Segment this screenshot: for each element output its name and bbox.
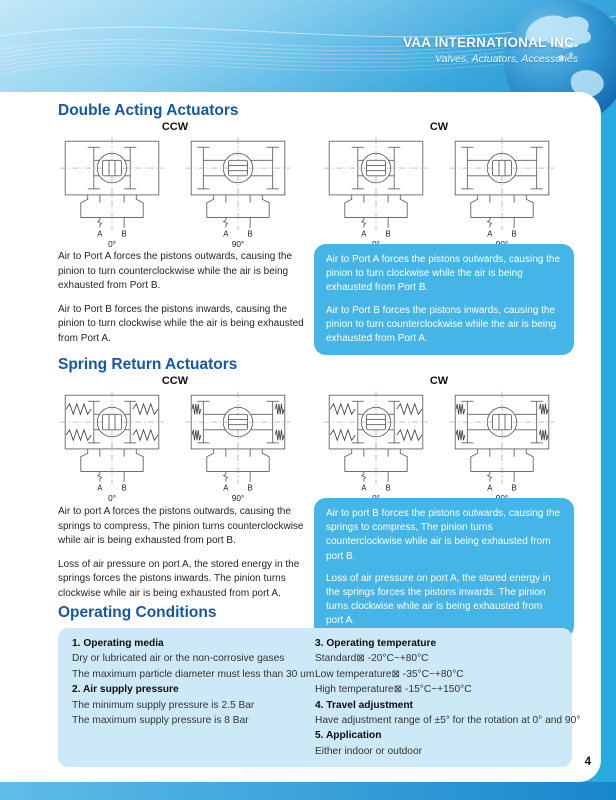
diagram-label: B [385, 229, 391, 239]
paragraph: Loss of air pressure on port A, the stored energy in the springs forces the pistons inwards. The pinion turns clockwise while air is being exhausted from port A. [58, 558, 300, 599]
condition-line: Dry or lubricated air or the non-corrosive gases [72, 653, 285, 665]
spring-actuator-diagram-cw-0 [324, 390, 428, 503]
ccw-label: CCW [161, 121, 189, 133]
operating-conditions-panel [58, 628, 581, 767]
condition-line: The maximum supply pressure is 8 Bar [72, 715, 249, 727]
section-title-double-acting: Double Acting Actuators [58, 102, 239, 119]
diagram-label: A [223, 229, 229, 239]
diagram-label: B [247, 229, 253, 239]
diagram-label: B [121, 229, 127, 239]
spring-return-cw-callout [314, 498, 574, 638]
conditions-right-column [315, 636, 580, 759]
page-number: 4 [584, 756, 591, 768]
spring-actuator-diagram-ccw-0 [60, 390, 164, 503]
actuator-drawing [60, 390, 164, 503]
condition-line: The maximum particle diameter must less than 30 um [72, 668, 315, 680]
diagram-label: A [487, 229, 493, 239]
brand-block [403, 35, 578, 65]
diagram-label: 0° [108, 239, 116, 249]
actuator-drawing [186, 136, 290, 249]
condition-line: High temperature⊠ -15°C~+150°C [315, 684, 472, 696]
spring-actuator-diagram-ccw-90 [186, 390, 290, 503]
diagram-label: B [511, 229, 517, 239]
condition-heading: 4. Travel adjustment [315, 699, 413, 711]
double-acting-ccw-description [58, 250, 312, 356]
cw-label: CW [429, 375, 449, 387]
condition-heading: 3. Operating temperature [315, 638, 437, 649]
company-tagline: Valves, Actuators, Accessories [435, 53, 578, 65]
paragraph: Air to Port A forces the pistons outwards, causing the pinion to turn counterclockwise while the air is being exhausted from Port B. [58, 251, 293, 292]
section-title-operating-conditions: Operating Conditions [58, 604, 217, 621]
actuator-diagram-ccw-0 [60, 136, 164, 249]
diagram-label: A [361, 483, 367, 493]
diagram-label: A [361, 229, 367, 239]
actuator-diagram-cw-0 [324, 136, 428, 249]
double-acting-cw-callout [314, 244, 574, 355]
actuator-drawing [186, 390, 290, 503]
diagram-label: 0° [108, 493, 116, 503]
actuator-drawing [450, 136, 554, 249]
condition-heading: 2. Air supply pressure [72, 684, 179, 696]
diagram-label: 90° [231, 493, 245, 503]
actuator-drawing [60, 136, 164, 249]
ccw-label: CCW [161, 375, 189, 387]
actuator-drawing [450, 390, 554, 503]
condition-line: The minimum supply pressure is 2.5 Bar [72, 699, 255, 711]
actuator-diagram-cw-90 [450, 136, 554, 249]
paragraph: Loss of air pressure on port A, the stored energy in the springs forces the pistons inwards. The pinion turns clockwise while air is being exhausted from port A. [326, 572, 551, 627]
diagram-label: B [511, 483, 517, 493]
company-name: VAA INTERNATIONAL INC. [403, 35, 578, 50]
cw-label: CW [429, 121, 449, 133]
paragraph: Air to Port A forces the pistons outwards, causing the pinion to turn clockwise while the air is being exhausted from Port B. [326, 254, 561, 294]
spring-return-ccw-description [58, 505, 312, 611]
diagram-label: A [97, 229, 103, 239]
condition-heading: 5. Application [315, 730, 382, 742]
diagram-label: A [223, 483, 229, 493]
condition-line: Have adjustment range of ±5° for the rotation at 0° and 90° [315, 715, 581, 727]
footer-bar [0, 782, 616, 800]
paragraph: Air to port B forces the pistons outwards, causing the springs to compress, The pinion turns counterclockwise while air is being exhausted from port B. [326, 508, 561, 562]
diagram-label: 90° [231, 239, 245, 249]
diagram-label: B [121, 483, 127, 493]
diagram-label: B [385, 483, 391, 493]
paragraph: Air to Port B forces the pistons inwards, causing the pinion to turn clockwise while the air is being exhausted from Port A. [58, 303, 304, 344]
spring-return-diagram-row [0, 375, 601, 505]
diagram-label: B [247, 483, 253, 493]
section-title-spring-return: Spring Return Actuators [58, 356, 238, 373]
content-card [0, 92, 601, 782]
condition-heading: 1. Operating media [72, 638, 164, 649]
condition-line: Low temperature⊠ -35°C~+80°C [315, 668, 464, 680]
spring-actuator-diagram-cw-90 [450, 390, 554, 503]
actuator-diagram-ccw-90 [186, 136, 290, 249]
condition-line: Either indoor or outdoor [315, 745, 423, 757]
paragraph: Air to port A forces the pistons outwards, causing the springs to compress, The pinion turns counterclockwise while air is being exhausted from port B. [58, 506, 304, 547]
actuator-drawing [324, 390, 428, 503]
double-acting-diagram-row [0, 121, 601, 251]
diagram-label: A [97, 483, 103, 493]
paragraph: Air to Port B forces the pistons inwards, causing the pinion to turn counterclockwise while the air is being exhausted from Port A. [326, 304, 557, 344]
condition-line: Standard⊠ -20°C~+80°C [315, 653, 429, 665]
diagram-label: A [487, 483, 493, 493]
conditions-left-column [72, 636, 315, 759]
actuator-drawing [324, 136, 428, 249]
